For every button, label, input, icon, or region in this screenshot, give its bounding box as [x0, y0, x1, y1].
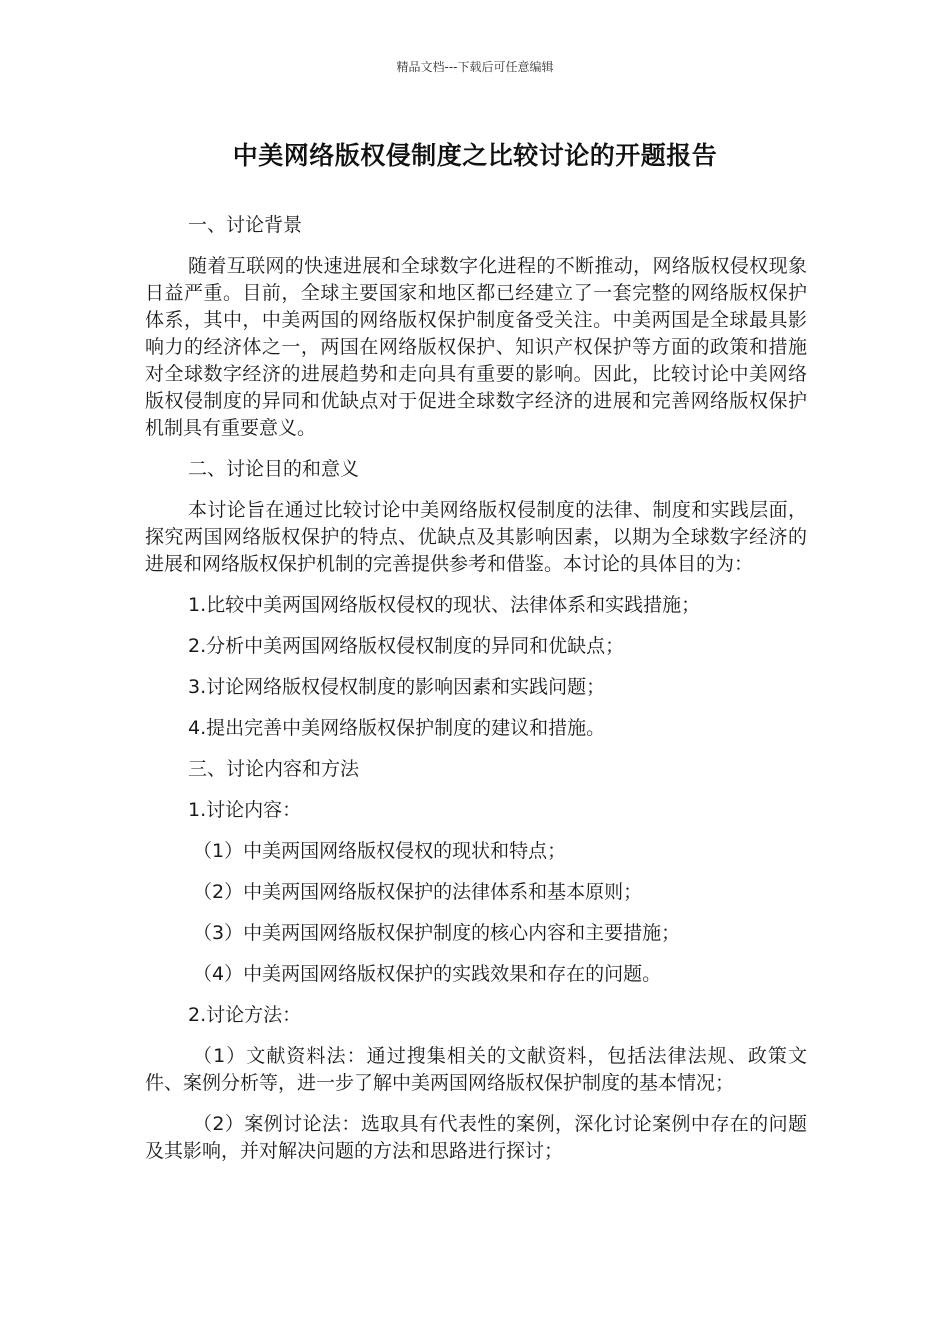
content-item: （1）中美两国网络版权侵权的现状和特点； [193, 840, 567, 862]
method-label: 2.讨论方法： [188, 1004, 302, 1026]
method-item: （2）案例讨论法：选取具有代表性的案例，深化讨论案例中存在的问题及其影响，并对解决问题的方法和思路进行探讨； [145, 1113, 807, 1162]
document-body [145, 212, 807, 1179]
content-item: （4）中美两国网络版权保护的实践效果和存在的问题。 [193, 963, 662, 985]
method-item: （1）文献资料法：通过搜集相关的文献资料，包括法律法规、政策文件、案例分析等，进一步了解中美两国网络版权保护制度的基本情况； [145, 1045, 807, 1094]
purpose-item: 1.比较中美两国网络版权侵权的现状、法律体系和实践措施； [188, 594, 701, 616]
purpose-item: 4.提出完善中美网络版权保护制度的建议和措施。 [188, 717, 606, 739]
purpose-item: 3.讨论网络版权侵权制度的影响因素和实践问题； [188, 676, 606, 698]
document-title: 中美网络版权侵制度之比较讨论的开题报告 [232, 141, 718, 170]
section-heading-purpose: 二、讨论目的和意义 [188, 458, 360, 480]
purpose-item: 2.分析中美两国网络版权侵权制度的异同和优缺点； [188, 635, 625, 657]
content-item: （2）中美两国网络版权保护的法律体系和基本原则； [193, 881, 643, 903]
content-label: 1.讨论内容： [188, 799, 302, 821]
section-heading-content-methods: 三、讨论内容和方法 [188, 758, 360, 780]
paragraph-purpose: 本讨论旨在通过比较讨论中美网络版权侵制度的法律、制度和实践层面，探究两国网络版权保护的特点、优缺点及其影响因素，以期为全球数字经济的进展和网络版权保护机制的完善提供参考和借鉴。本讨论的具体目的为： [145, 499, 807, 575]
section-heading-background: 一、讨论背景 [188, 214, 303, 236]
paragraph-background: 随着互联网的快速进展和全球数字化进程的不断推动，网络版权侵权现象日益严重。目前，全球主要国家和地区都已经建立了一套完整的网络版权保护体系，其中，中美两国的网络版权保护制度备受关注。中美两国是全球最具影响力的经济体之一，两国在网络版权保护、知识产权保护等方面的政策和措施对全球数字经济的进展趋势和走向具有重要的影响。因此，比较讨论中美网络版权侵制度的异同和优缺点对于促进全球数字经济的进展和完善网络版权保护机制具有重要意义。 [145, 255, 807, 439]
header-note: 精品文档---下载后可任意编辑 [396, 60, 554, 74]
content-item: （3）中美两国网络版权保护制度的核心内容和主要措施； [193, 922, 681, 944]
